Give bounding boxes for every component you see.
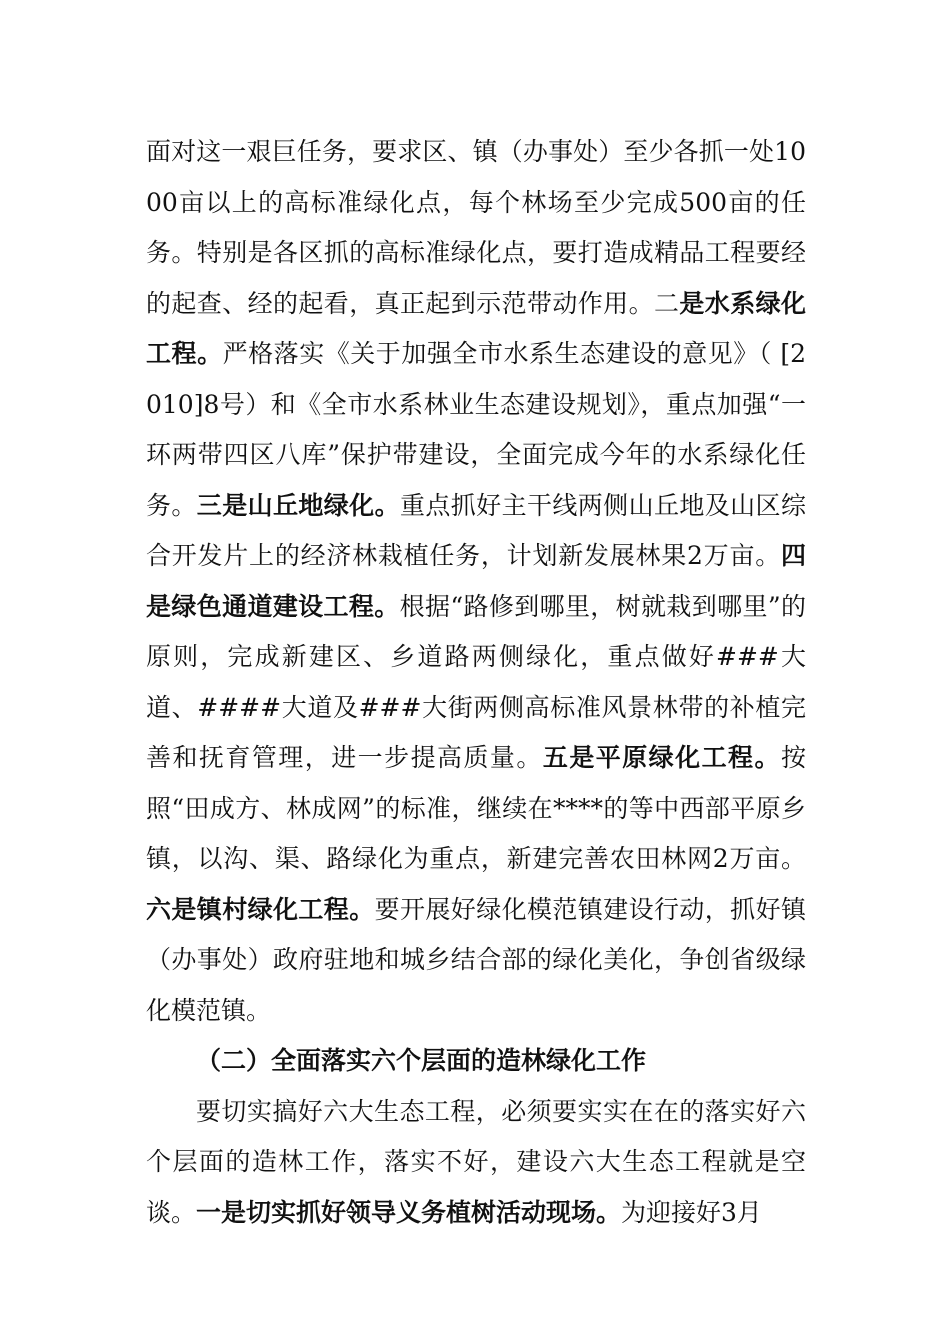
- document-page: [146, 127, 806, 1238]
- paragraph-six-levels: [146, 1087, 806, 1239]
- bold-run: 五是平原绿化工程。: [542, 743, 781, 772]
- bold-run: 三是山丘地绿化。: [196, 490, 400, 520]
- text-run: 按照“田成方、林成网”的标准，继续在****的等中西部平原乡镇，以沟、渠、路绿化为重点，新建完善农田林网2万亩。: [146, 743, 806, 873]
- text-run: 面对这一艰巨任务，要求区、镇（办事处）至少各抓一处1000亩以上的高标准绿化点，每个林场至少完成500亩的任务。特别是各区抓的高标准绿化点，要打造成精品工程要经的起查、经的起看，真正起到示范带动作用。二: [146, 137, 806, 318]
- text-run: 为迎接好3月: [621, 1197, 762, 1227]
- text-run: 要开展好绿化模范镇建设行动，抓好镇（办事处）政府驻地和城乡结合部的绿化美化，争创省级绿化模范镇。: [146, 894, 806, 1025]
- text-run: 要切实搞好六大生态工程，必须要实实在在的落实好六个层面的造林工作，落实不好，建设六大生态工程就是空谈。: [146, 1096, 806, 1227]
- text-run: 严格落实《关于加强全市水系生态建设的意见》（ [2010]8号）和《全市水系林业生态建设规划》，重点加强“一环两带四区八库”保护带建设，全面完成今年的水系绿化任务。: [146, 339, 806, 520]
- text-run: 重点抓好主干线两侧山丘地及山区综合开发片上的经济林栽植任务，计划新发展林果2万亩。: [146, 490, 806, 570]
- bold-run: 一是切实抓好领导义务植树活动现场。: [196, 1197, 622, 1227]
- text-run: 根据“路修到哪里，树就栽到哪里”的原则，完成新建区、乡道路两侧绿化，重点做好###大道、####大道及###大街两侧高标准风景林带的补植完善和抚育管理，进一步提高质量。: [146, 591, 806, 772]
- section-heading: （二）全面落实六个层面的造林绿化工作: [196, 1046, 647, 1075]
- paragraph-ecological-projects: [146, 127, 806, 1036]
- bold-run: 六是镇村绿化工程。: [146, 894, 375, 924]
- bold-run: 是水系绿化工程。: [146, 288, 806, 368]
- bold-run: 四是绿色通道建设工程。: [146, 541, 806, 621]
